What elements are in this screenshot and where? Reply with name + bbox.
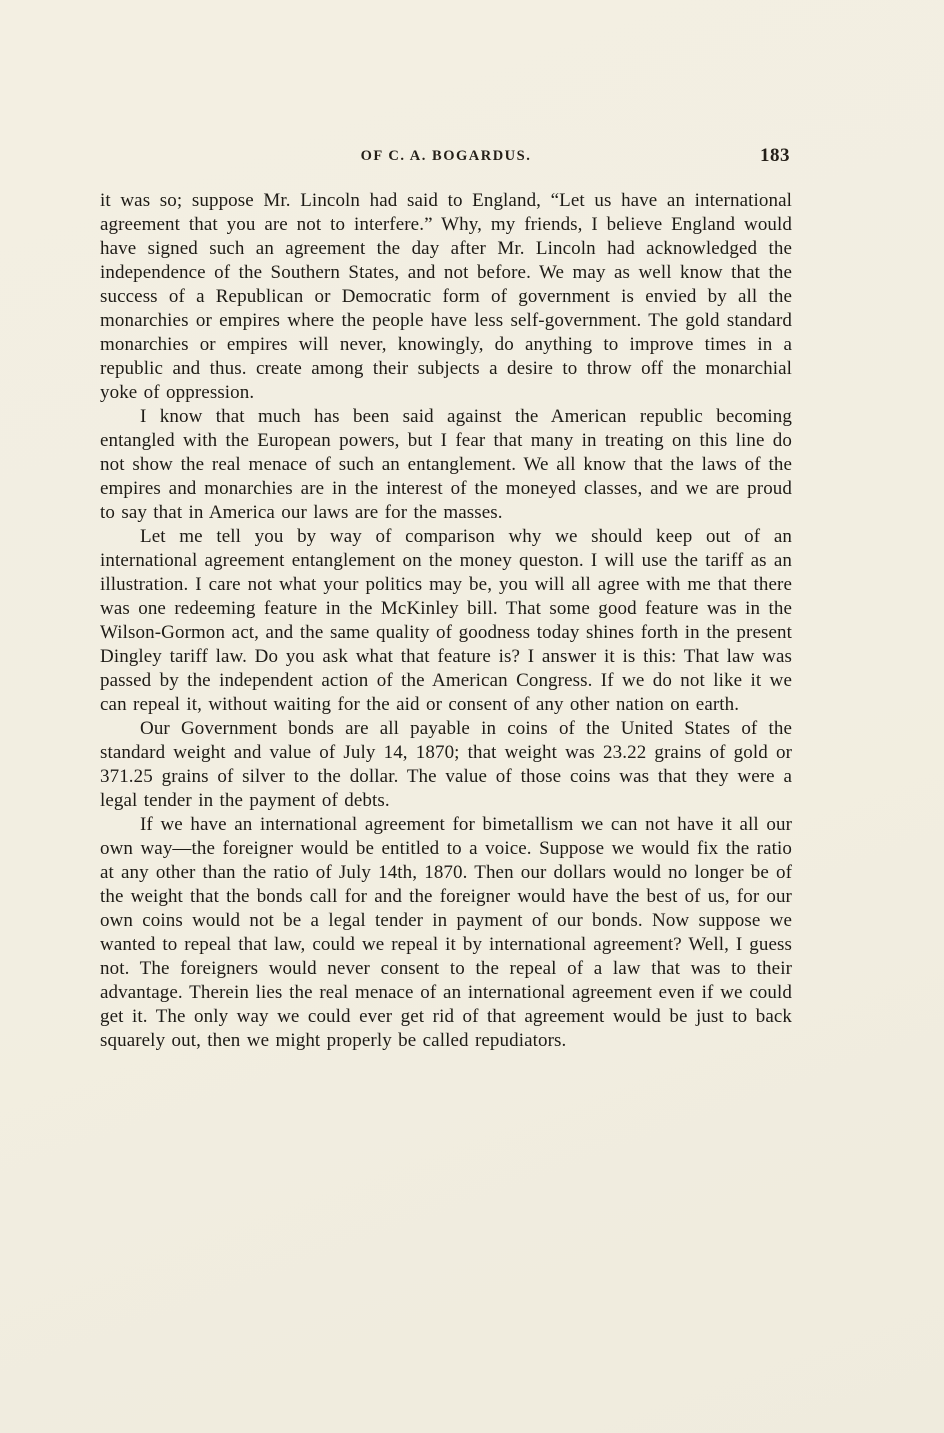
running-head <box>100 145 792 172</box>
page-number: 183 <box>760 145 790 166</box>
running-title: OF C. A. BOGARDUS. <box>360 148 532 164</box>
paragraph: I know that much has been said against the American republic becoming entangled with the European powers, but I fear that many in treating on this line do not show the real menace of such an entanglement. We all know that the laws of the empires and monarchies are in the interest of the moneyed classes, and we are proud to say that in America our laws are for the masses. <box>100 406 792 523</box>
paragraph: If we have an international agreement for bimetallism we can not have it all our own way—the foreigner would be entitled to a voice. Suppose we would fix the ratio at any other than the ratio of July 14th, 1870. Then our dollars would no longer be of the weight that the bonds call for and the foreigner would have the best of us, for our own coins would not be a legal tender in payment of our bonds. Now suppose we wanted to repeal that law, could we repeal it by international agreement? Well, I guess not. The foreigners would never consent to the repeal of a law that was to their advantage. Therein lies the real menace of an international agreement even if we could get it. The only way we could ever get rid of that agreement would be just to back squarely out, then we might properly be called repudiators. <box>100 814 792 1051</box>
body-text <box>100 189 792 1053</box>
paragraph: it was so; suppose Mr. Lincoln had said to England, “Let us have an international agreement that you are not to interfere.” Why, my friends, I believe England would have signed such an agreement the day after Mr. Lincoln had acknowledged the independence of the Southern States, and not before. We may as well know that the success of a Republican or Democratic form of government is envied by all the monarchies or empires where the people have less self-government. The gold standard monarchies or empires will never, knowingly, do anything to improve times in a republic and thus. create among their subjects a desire to throw off the monarchial yoke of oppression. <box>100 190 792 403</box>
paragraph: Let me tell you by way of comparison why we should keep out of an international agreement entanglement on the money queston. I will use the tariff as an illustration. I care not what your politics may be, you will all agree with me that there was one redeeming feature in the McKinley bill. That some good feature was in the Wilson-Gormon act, and the same quality of goodness today shines forth in the present Dingley tariff law. Do you ask what that feature is? I answer it is this: That law was passed by the independent action of the American Congress. If we do not like it we can repeal it, without waiting for the aid or consent of any other nation on earth. <box>100 526 792 715</box>
paragraph: Our Government bonds are all payable in coins of the United States of the standard weight and value of July 14, 1870; that weight was 23.22 grains of gold or 371.25 grains of silver to the dollar. The value of those coins was that they were a legal tender in the payment of debts. <box>100 718 792 811</box>
